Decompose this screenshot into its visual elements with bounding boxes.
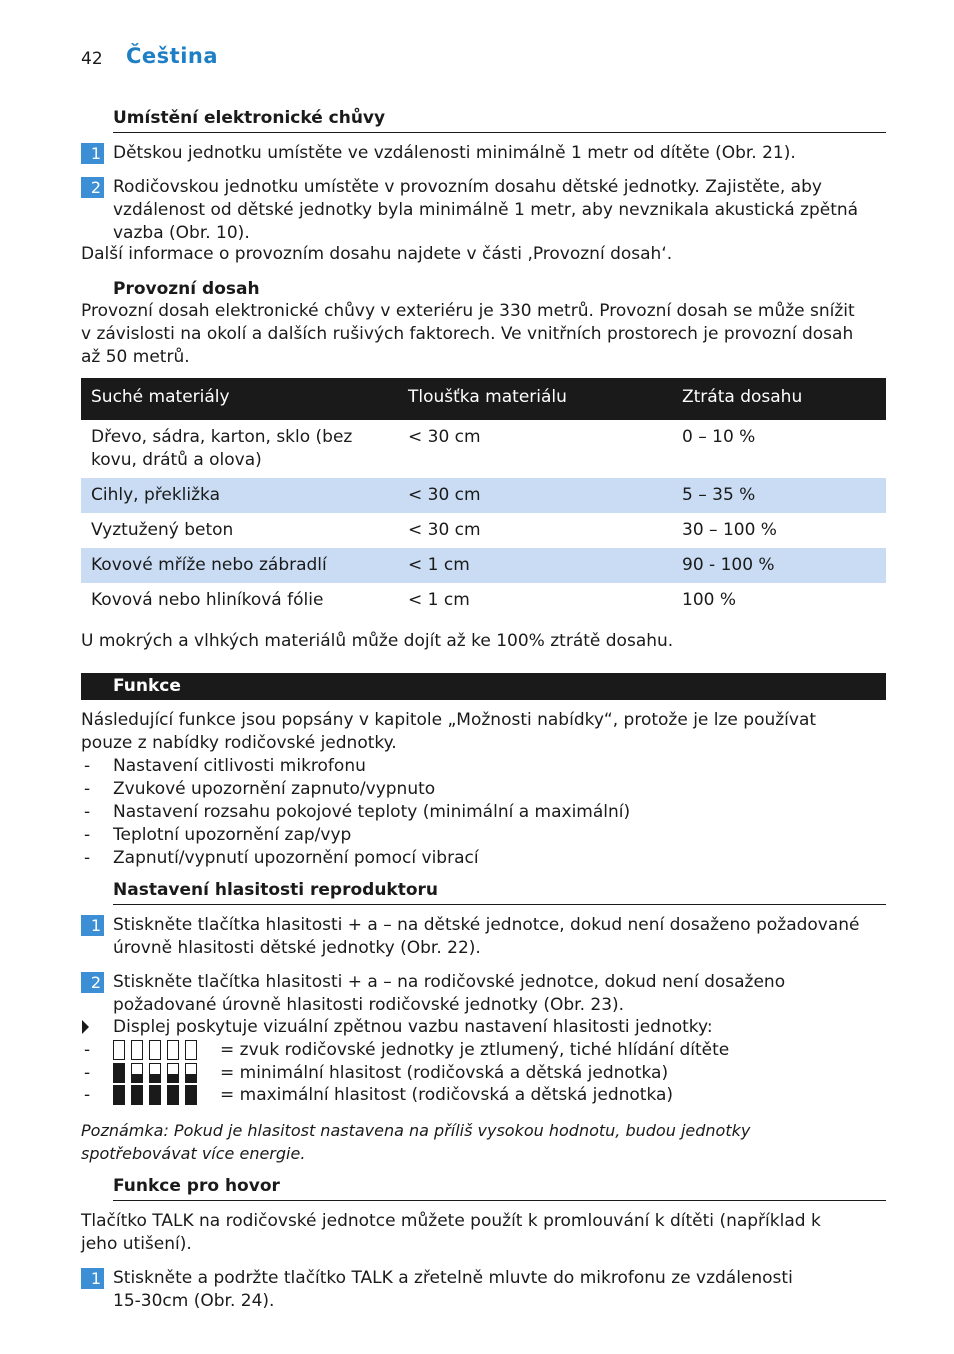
volume-bar-fill [168,1086,178,1104]
dash-bullet: - [84,825,91,845]
volume-note: Poznámka: Pokud je hlasitost nastavena na příliš vysokou hodnotu, budou jednotky spotřebovávat více energie. [81,1121,751,1163]
step-text: Stiskněte tlačítka hlasitosti + a – na rodičovské jednotce, dokud není dosaženo požadované úrovně hlasitosti rodičovské jednotky (Obr. 23). [113,972,786,1015]
volume-bar-segment [149,1063,161,1083]
dash-bullet: - [84,1040,91,1060]
volume-bar-fill [114,1086,124,1104]
placement-step-2 [81,176,886,245]
list-item-text: Nastavení citlivosti mikrofonu [113,756,366,776]
table-row [81,420,886,478]
display-intro: Displej poskytuje vizuální zpětnou vazbu nastavení hlasitosti jednotky: [113,1017,713,1037]
table-header-row [81,378,886,420]
volume-level-label: = minimální hlasitost (rodičovská a dětská jednotka) [220,1063,669,1083]
dash-bullet: - [84,756,91,776]
dash-bullet: - [84,1085,91,1105]
list-item [81,847,871,870]
volume-step-2 [81,971,886,1017]
volume-bar-segment [131,1063,143,1083]
volume-bar-fill [150,1074,160,1082]
heading-volume: Nastavení hlasitosti reproduktoru [113,879,886,905]
volume-bar-segment [167,1063,179,1083]
dash-bullet: - [84,1063,91,1083]
volume-bar-fill [186,1086,196,1104]
list-item-text: Zvukové upozornění zapnuto/vypnuto [113,779,436,799]
step-number-badge: 1 [81,915,104,936]
range-table [81,378,886,618]
table-cell: Dřevo, sádra, karton, sklo (bez kovu, drátů a olova) [91,427,353,470]
list-item [81,824,871,847]
volume-bar-fill [168,1074,178,1082]
table-row [81,548,886,583]
list-item-text: Teplotní upozornění zap/vyp [113,825,352,845]
volume-bar-segment [167,1085,179,1105]
volume-bar-segment [113,1085,125,1105]
volume-step-1 [81,914,886,960]
heading-features-label: Funkce [113,676,181,696]
dash-bullet: - [84,802,91,822]
volume-bar-fill [132,1074,142,1082]
volume-bar-segment [149,1085,161,1105]
volume-level-label: = maximální hlasitost (rodičovská a dětská jednotka) [220,1085,674,1105]
talk-step-1 [81,1267,886,1313]
table-header: Tloušťka materiálu [398,378,672,420]
heading-placement: Umístění elektronické chůvy [113,107,886,133]
table-header: Ztráta dosahu [672,378,886,420]
volume-bar-fill [186,1074,196,1082]
table-cell: < 1 cm [398,548,672,583]
volume-bar-segment [113,1040,125,1060]
features-intro: Následující funkce jsou popsány v kapitole „Možnosti nabídky“, protože je lze používat pouze z nabídky rodičovské jednotky. [81,710,817,753]
table-header: Suché materiály [81,378,398,420]
step-text: Stiskněte tlačítka hlasitosti + a – na dětské jednotce, dokud není dosaženo požadované úrovně hlasitosti dětské jednotky (Obr. 22). [113,915,860,958]
table-cell: 5 – 35 % [672,478,886,513]
heading-features [81,673,886,700]
table-cell: Kovová nebo hliníková fólie [91,590,324,610]
table-cell: 0 – 10 % [682,427,756,447]
table-cell: < 30 cm [408,427,481,447]
volume-bar-segment [167,1040,179,1060]
table-cell: Kovové mříže nebo zábradlí [81,548,398,583]
dash-bullet: - [84,848,91,868]
volume-bar-fill [114,1064,124,1082]
step-text: Rodičovskou jednotku umístěte v provozním dosahu dětské jednotky. Zajistěte, aby vzdálenost od dětské jednotky byla minimálně 1 metr, aby nevznikala akustická zpětná vazba (Obr. 10). [113,177,859,243]
language-title: Čeština [126,44,219,68]
volume-level-label: = zvuk rodičovské jednotky je ztlumený, tiché hlídání dítěte [220,1040,730,1060]
table-cell: 30 – 100 % [682,520,777,540]
list-item-text: Zapnutí/vypnutí upozornění pomocí vibrací [113,848,479,868]
placement-note: Další informace o provozním dosahu najdete v části ‚Provozní dosah‘. [81,244,673,264]
triangle-bullet-icon [82,1020,89,1034]
volume-bar-fill [132,1086,142,1104]
range-after-table: U mokrých a vlhkých materiálů může dojít až ke 100% ztrátě dosahu. [81,631,674,651]
placement-step-1 [81,142,886,165]
volume-bar-segment [149,1040,161,1060]
volume-bars-icon [113,1085,197,1105]
table-cell: Vyztužený beton [91,520,234,540]
volume-bar-segment [113,1063,125,1083]
table-row [81,583,886,618]
volume-bar-segment [185,1063,197,1083]
volume-bar-fill [150,1086,160,1104]
features-list [81,755,871,870]
step-number-badge: 1 [81,1268,104,1289]
table-cell: 90 - 100 % [672,548,886,583]
heading-talk: Funkce pro hovor [113,1175,886,1201]
dash-bullet: - [84,779,91,799]
volume-bar-segment [185,1085,197,1105]
heading-range: Provozní dosah [113,279,260,299]
table-cell: 100 % [682,590,737,610]
step-text: Stiskněte a podržte tlačítko TALK a zřetelně mluvte do mikrofonu ze vzdálenosti 15-30cm (Obr. 24). [113,1268,793,1311]
step-text: Dětskou jednotku umístěte ve vzdálenosti minimálně 1 metr od dítěte (Obr. 21). [113,143,796,163]
volume-bar-segment [131,1040,143,1060]
step-number-badge: 1 [81,143,104,164]
step-number-badge: 2 [81,177,104,198]
table-cell: < 30 cm [408,520,481,540]
step-number-badge: 2 [81,972,104,993]
table-row [81,513,886,548]
volume-bar-segment [185,1040,197,1060]
table-cell: Cihly, překližka [81,478,398,513]
page-number: 42 [81,49,103,69]
volume-bar-segment [131,1085,143,1105]
list-item [81,755,871,778]
talk-text: Tlačítko TALK na rodičovské jednotce můžete použít k promlouvání k dítěti (například k jeho utišení). [81,1211,821,1254]
list-item [81,801,871,824]
list-item [81,778,871,801]
table-cell: < 1 cm [408,590,470,610]
table-cell: < 30 cm [398,478,672,513]
table-row [81,478,886,513]
list-item-text: Nastavení rozsahu pokojové teploty (minimální a maximální) [113,802,631,822]
volume-bars-icon [113,1063,197,1083]
volume-bars-icon [113,1040,197,1060]
range-text: Provozní dosah elektronické chůvy v exteriéru je 330 metrů. Provozní dosah se může snížit v závislosti na okolí a dalších rušivých faktorech. Ve vnitřních prostorech je provozní dosah až 50 metrů. [81,301,855,367]
